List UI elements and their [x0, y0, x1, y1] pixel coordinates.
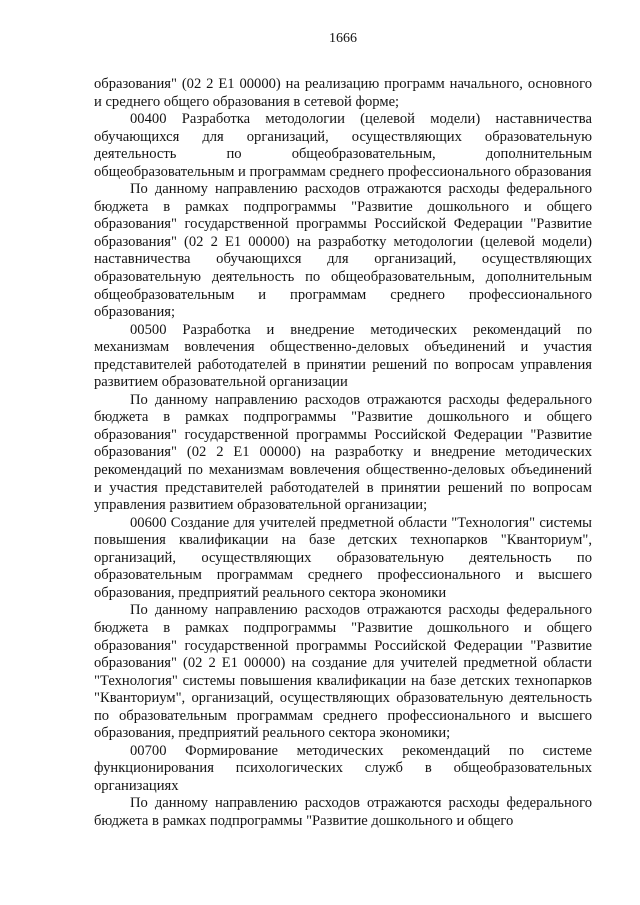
paragraph-item-00600-description: По данному направлению расходов отражаются расходы федерального бюджета в рамках подпрограммы "Развитие дошкольного и общего образования" государственной программы Российской Федерации "Развитие образования" (02 2 E1 00000) на создание для учителей предметной области "Технология" системы повышения квалификации на базе детских технопарков "Кванториум", организаций, осуществляющих образовательную деятельность по образовательным программам среднего профессионального и высшего образования, предприятий реального сектора экономики; [94, 602, 592, 742]
paragraph-continuation: образования" (02 2 E1 00000) на реализацию программ начального, основного и среднего общего образования в сетевой форме; [94, 76, 592, 110]
paragraph-item-00600-heading: 00600 Создание для учителей предметной области "Технология" системы повышения квалификации на базе детских технопарков "Кванториум", организаций, осуществляющих образовательную деятельность по образовательным программам среднего профессионального и высшего образования, предприятий реального сектора экономики [94, 514, 592, 601]
paragraph-item-00400-heading: 00400 Разработка методологии (целевой модели) наставничества обучающихся для организаций, осуществляющих образовательную деятельность по общеобразовательным, дополнительным общеобразовательным и программам среднего профессионального образования [94, 111, 592, 180]
document-body [94, 76, 592, 831]
page-number: 1666 [329, 31, 357, 46]
paragraph-item-00500-heading: 00500 Разработка и внедрение методических рекомендаций по механизмам вовлечения общественно-деловых объединений и участия представителей работодателей в принятии решений по вопросам управления развитием образовательной организации [94, 321, 592, 391]
paragraph-item-00700-description: По данному направлению расходов отражаются расходы федерального бюджета в рамках подпрограммы "Развитие дошкольного и общего [94, 795, 592, 829]
paragraph-item-00500-description: По данному направлению расходов отражаются расходы федерального бюджета в рамках подпрограммы "Развитие дошкольного и общего образования" государственной программы Российской Федерации "Развитие образования" (02 2 E1 00000) на разработку и внедрение методических рекомендаций по механизмам вовлечения общественно-деловых объединений и участия представителей работодателей в принятии решений по вопросам управления развитием образовательной организации; [94, 391, 592, 514]
paragraph-item-00700-heading: 00700 Формирование методических рекомендаций по системе функционирования психологических служб в общеобразовательных организациях [94, 742, 592, 794]
paragraph-item-00400-description: По данному направлению расходов отражаются расходы федерального бюджета в рамках подпрограммы "Развитие дошкольного и общего образования" государственной программы Российской Федерации "Развитие образования" (02 2 E1 00000) на разработку методологии (целевой модели) наставничества обучающихся для организаций, осуществляющих образовательную деятельность по общеобразовательным, дополнительным общеобразовательным и программам среднего профессионального образования; [94, 181, 592, 321]
